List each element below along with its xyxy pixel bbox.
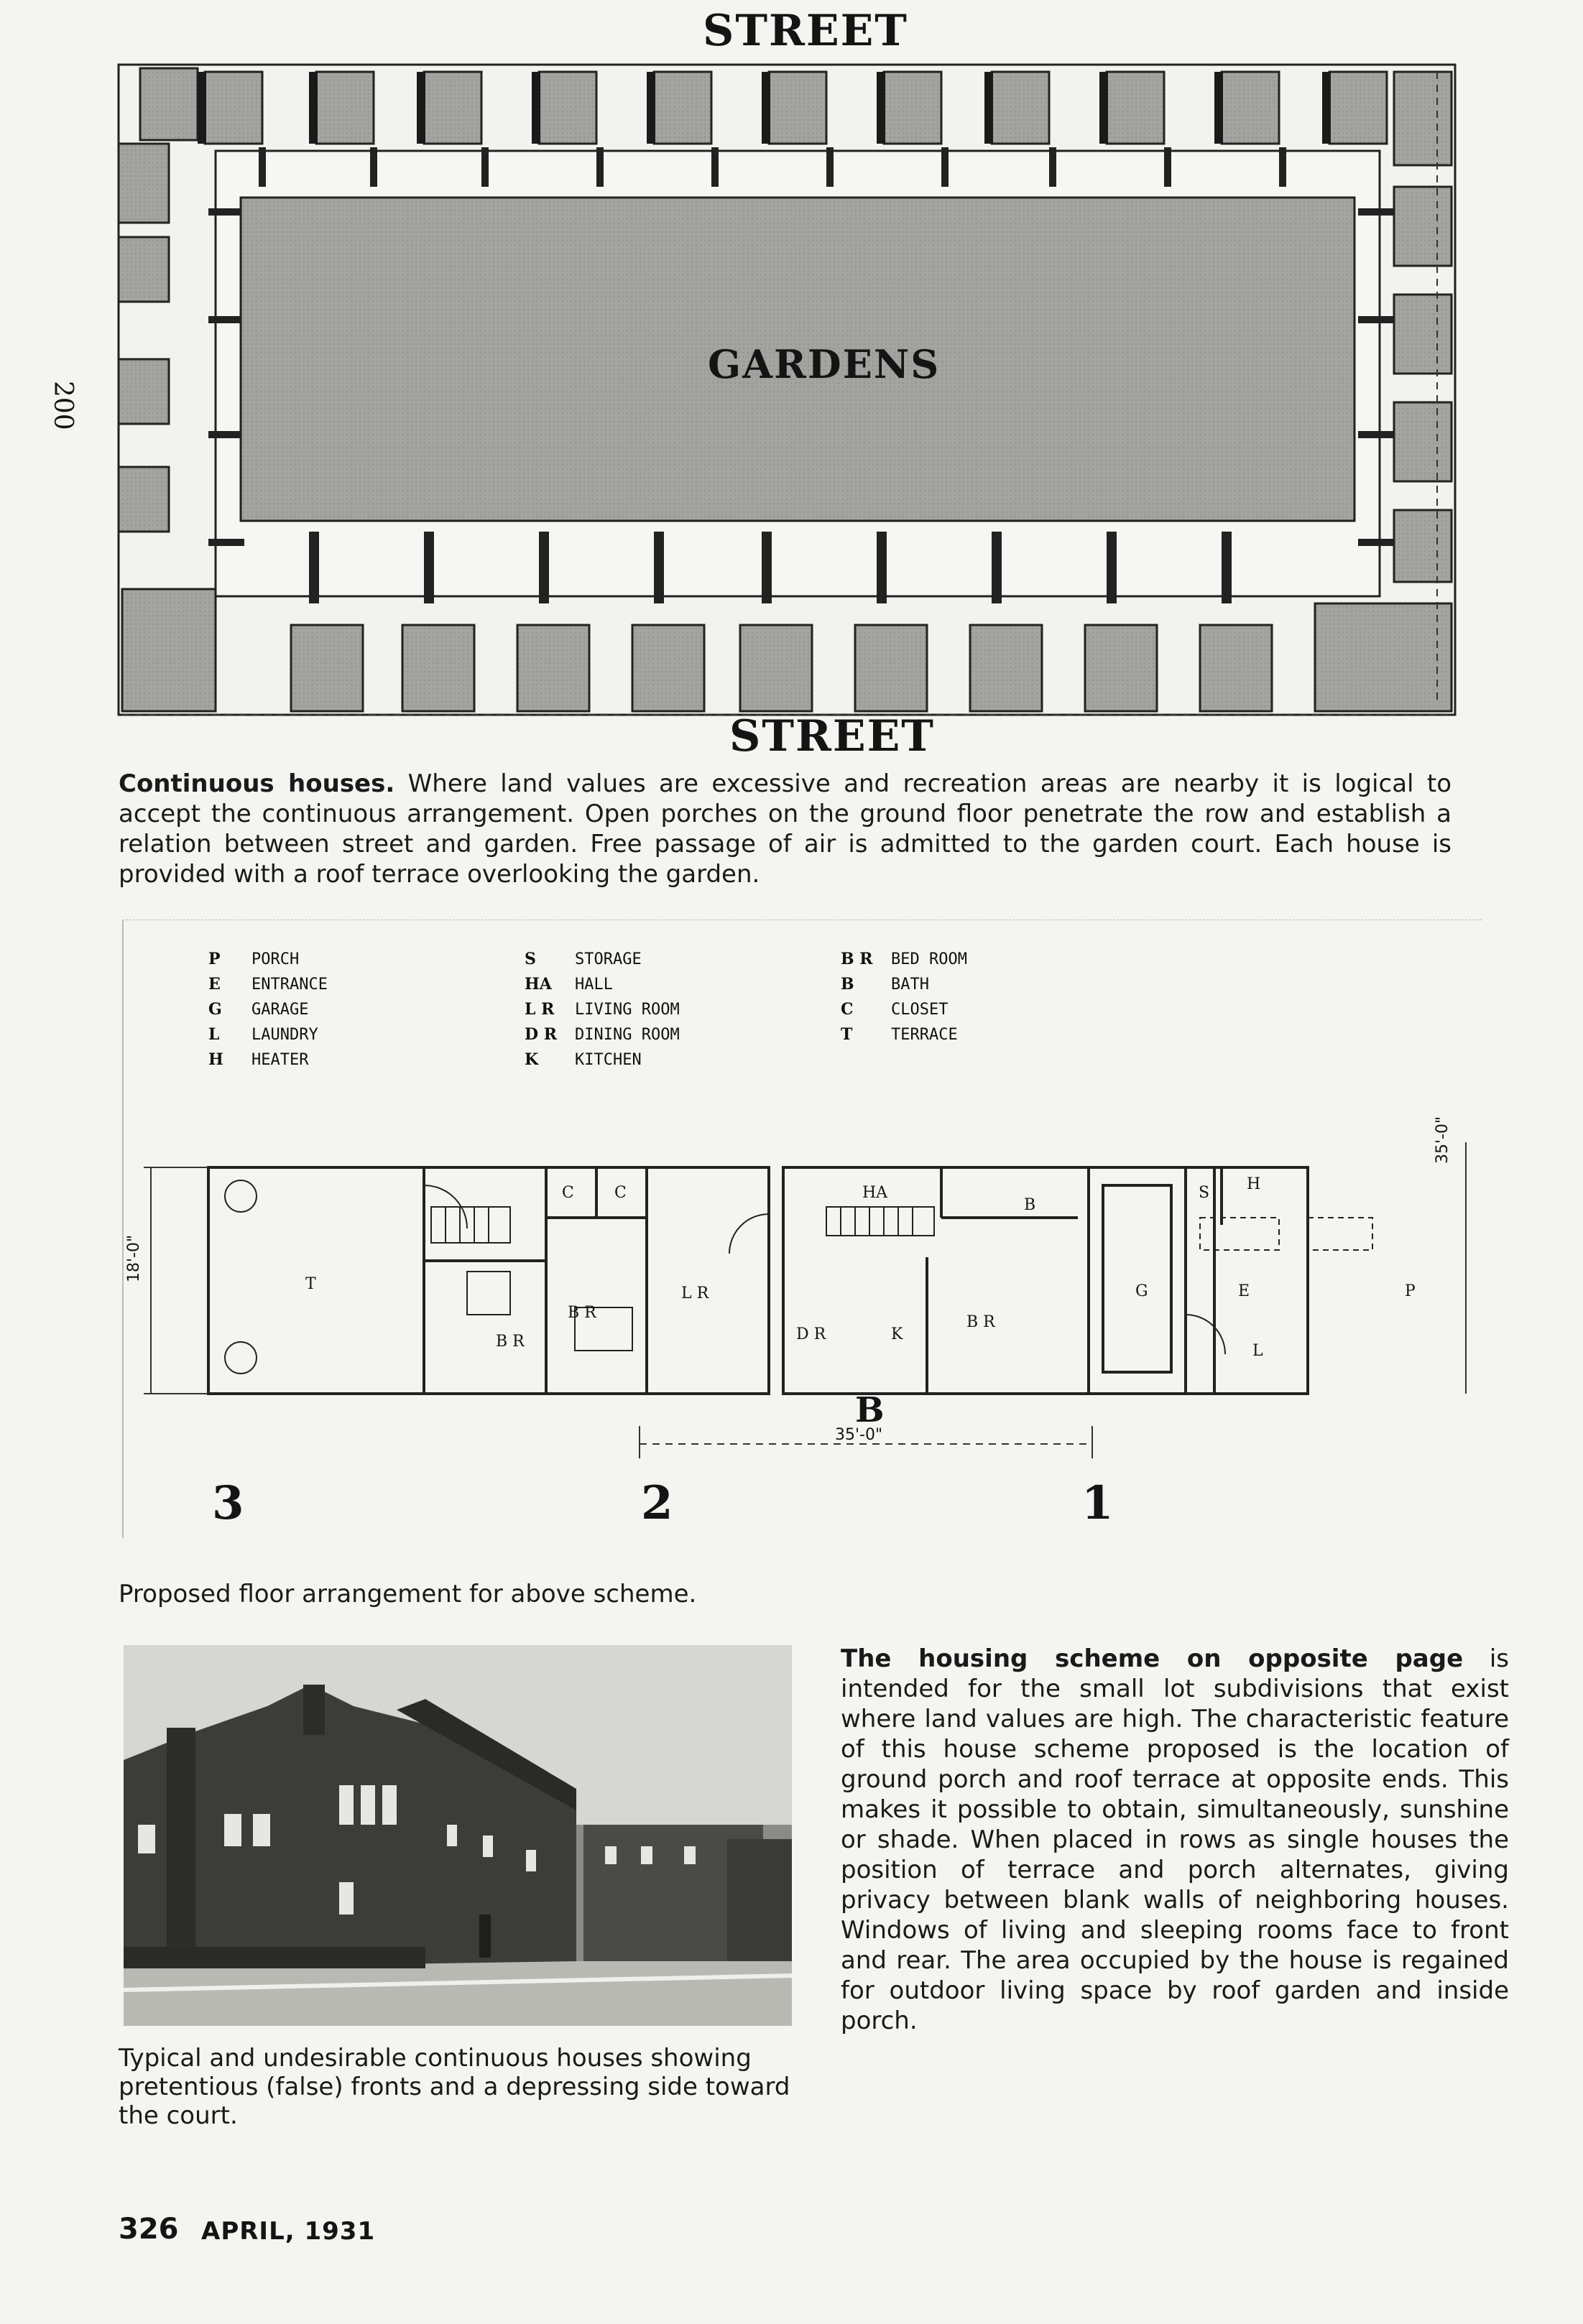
room-porch: P (1405, 1282, 1416, 1300)
page-number: 326 (119, 2213, 179, 2246)
floor-2-outline (783, 1167, 1214, 1394)
legend-col-2 (525, 947, 680, 1073)
houses-photo (124, 1645, 792, 2026)
caption-housing-scheme (841, 1644, 1509, 2036)
room-bedroom-3b: B R (568, 1304, 596, 1322)
street-label-top: STREET (703, 6, 908, 56)
room-heater: H (1247, 1175, 1261, 1193)
legend-item: T TERRACE (841, 1025, 958, 1044)
legend-item: B BATH (841, 975, 929, 994)
floor-number-3: 3 (212, 1476, 244, 1530)
caption-housing-body: is intended for the small lot subdivisions that exist where land values are high. The characteristic feature of this house scheme proposed is the location of ground porch and roof terrace at opposite ends. This makes it possible to obtain, simultaneously, sunshine or shade. When placed in rows as single houses the position of terrace and porch alternates, giving privacy between blank walls of neighboring houses. Windows of living and sleeping rooms face to front and rear. The area occupied by the house is regained for outdoor living space by roof garden and inside porch. (841, 1644, 1510, 2035)
legend-item: S STORAGE (525, 950, 642, 968)
site-dimension-label: 200 (48, 381, 78, 430)
caption-floor-arrangement: Proposed floor arrangement for above scheme. (119, 1580, 697, 1608)
room-closet-2: C (614, 1184, 627, 1202)
legend-item: K KITCHEN (525, 1050, 642, 1069)
legend-item: E ENTRANCE (208, 975, 328, 994)
room-bath: B (1024, 1196, 1036, 1214)
caption-typical-houses: Typical and undesirable continuous houses showing pretentious (false) fronts and a depressing side toward the court. (119, 2044, 790, 2130)
room-hall: HA (862, 1184, 888, 1202)
room-storage: S (1199, 1184, 1210, 1202)
legend-item: D R DINING ROOM (525, 1025, 680, 1044)
street-label-bottom: STREET (729, 711, 935, 761)
plan-width-dimension: 35'-0" (835, 1426, 883, 1444)
room-dining: D R (796, 1325, 826, 1343)
room-living: L R (681, 1284, 709, 1302)
floor-3-outline (208, 1167, 424, 1394)
legend-col-1 (208, 947, 328, 1073)
legend-item: H HEATER (208, 1050, 309, 1069)
room-garage: G (1135, 1282, 1148, 1300)
room-closet-1: C (562, 1184, 574, 1202)
caption-continuous-houses (119, 769, 1452, 889)
floor-plan-drawing (122, 1142, 1480, 1458)
section-mark: B (855, 1390, 885, 1430)
legend-item: L R LIVING ROOM (525, 1000, 680, 1019)
caption-body: Where land values are excessive and recreation areas are nearby it is logical to accept the continuous arrangement. Open porches on the ground floor penetrate the row and establish a relation between street and garden. Free passage of air is admitted to the garden court. Each house is provided with a roof terrace overlooking the garden. (119, 769, 1452, 889)
legend-item: B R BED ROOM (841, 950, 967, 968)
room-laundry: L (1252, 1342, 1263, 1360)
legend-item: P PORCH (208, 950, 300, 968)
legend-item: L LAUNDRY (208, 1025, 318, 1044)
site-plan-drawing (108, 57, 1466, 718)
plan-depth-dimension: 18'-0" (125, 1234, 143, 1282)
room-bedroom-2: B R (966, 1313, 995, 1331)
room-bedroom-3a: B R (496, 1333, 525, 1351)
caption-housing-lead: The housing scheme on opposite page (841, 1644, 1464, 1673)
room-kitchen: K (891, 1325, 903, 1343)
floor-number-2: 2 (641, 1476, 673, 1530)
floor-number-1: 1 (1081, 1476, 1114, 1530)
legend-item: C CLOSET (841, 1000, 949, 1019)
room-entrance: E (1238, 1282, 1250, 1300)
gardens-label: GARDENS (708, 341, 941, 387)
legend-item: G GARAGE (208, 1000, 309, 1019)
issue-date: APRIL, 1931 (201, 2217, 376, 2246)
houses-photo-image (124, 1645, 792, 2026)
plan-right-dimension: 35'-0" (1434, 1116, 1452, 1164)
legend-col-3 (841, 947, 967, 1047)
legend-item: HA HALL (525, 975, 613, 994)
room-terrace: T (305, 1275, 316, 1293)
caption-lead: Continuous houses. (119, 769, 395, 798)
